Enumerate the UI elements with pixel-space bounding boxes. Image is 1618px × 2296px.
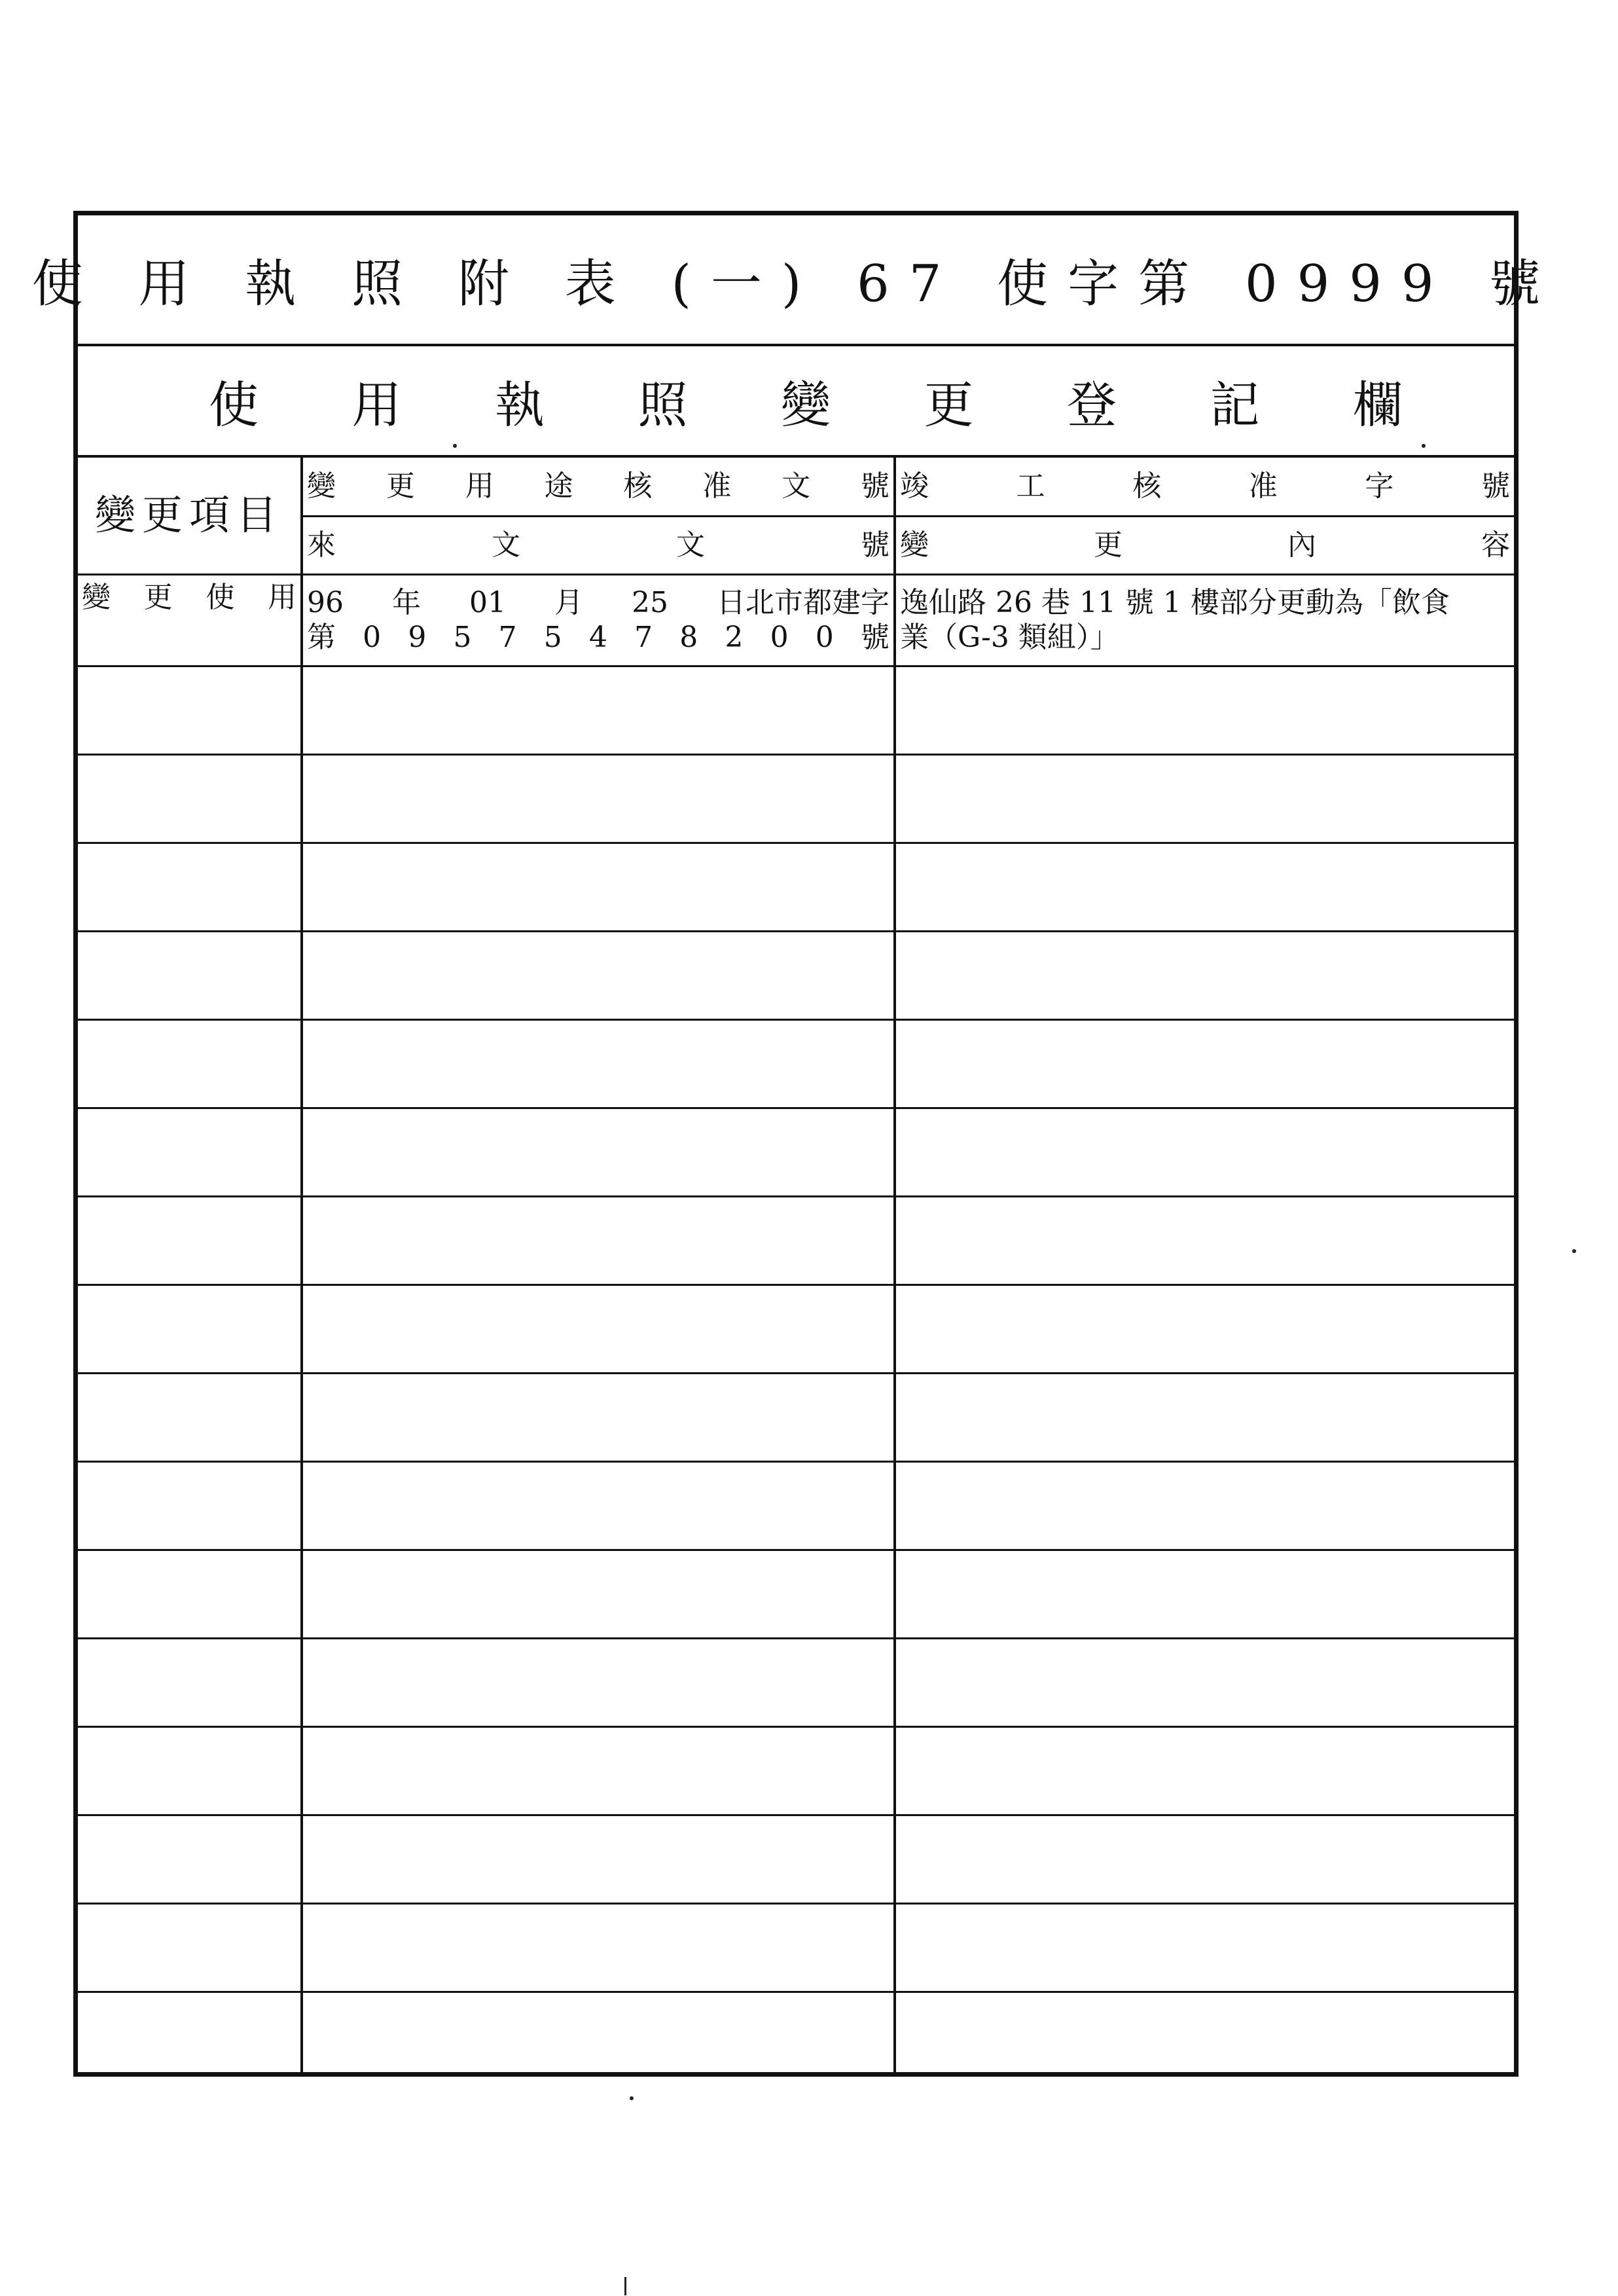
doc-token: 月 [554,585,583,619]
row-divider [78,1195,1514,1197]
item-char: 使 [206,581,235,614]
doc-token: 9 [408,620,427,654]
doc-token: 0 [815,620,834,654]
doc-token: 7 [634,620,653,654]
row-divider [78,1107,1514,1109]
usage-permit-form [31,211,1560,2077]
header-char: 字 [1365,469,1394,503]
row-divider [78,1903,1514,1904]
row-divider [78,1726,1514,1728]
header-char: 文 [782,469,811,503]
row-divider [78,665,1514,667]
doc-token: 96 [307,585,344,619]
row-divider [78,1372,1514,1374]
header-char: 文 [492,528,520,562]
section-heading-char: 用 [351,375,402,434]
header-completion-approval-no [896,458,1514,515]
header-char: 來 [307,528,336,562]
item-char: 更 [143,581,173,614]
section-heading [78,346,1514,458]
scan-speck [630,2096,634,2100]
header-char: 用 [465,469,494,503]
doc-token: 日北市都建字 [717,585,890,619]
header-char: 文 [676,528,705,562]
item-char: 用 [267,581,297,614]
header-char: 號 [861,528,890,562]
doc-token: 第 [307,620,336,654]
header-char: 竣 [900,469,929,503]
doc-token: 年 [392,585,421,619]
scan-mark [624,2277,626,2295]
column-divider [300,458,303,2077]
header-char: 更 [1094,528,1123,562]
doc-number-line-2 [307,621,890,655]
header-char: 更 [386,469,415,503]
doc-token: 5 [543,620,562,654]
doc-token: 8 [679,620,698,654]
section-heading-char: 照 [638,375,688,434]
change-content-line-1: 逸仙路 26 巷 11 號 1 樓部分更動為「飲食 [900,585,1450,619]
row-divider [78,1019,1514,1021]
section-heading-char: 變 [781,375,831,434]
doc-token: 2 [725,620,744,654]
row-divider [78,1991,1514,1993]
header-incoming-doc-no [303,517,893,574]
doc-token: 4 [588,620,607,654]
row-1-doc-number [303,575,893,665]
doc-number-line-1 [307,586,890,621]
header-char: 途 [544,469,573,503]
row-divider [78,1637,1514,1639]
header-char: 工 [1016,469,1045,503]
section-heading-char: 使 [209,375,259,434]
column-divider [893,458,896,2077]
doc-token: 號 [860,620,890,654]
doc-token: 25 [632,585,668,619]
scan-speck [1422,444,1426,448]
doc-token: 0 [770,620,789,654]
item-char: 變 [82,581,111,614]
doc-token: 5 [453,620,472,654]
header-change-item: 變更項目 [94,491,283,539]
header-char: 容 [1481,528,1510,562]
header-char: 號 [1481,469,1510,503]
doc-token: 7 [498,620,517,654]
section-heading-char: 執 [495,375,545,434]
section-heading-char: 登 [1067,375,1117,434]
header-char: 變 [900,528,929,562]
row-divider [78,754,1514,756]
header-char: 准 [702,469,732,503]
header-approval-doc-no [303,458,893,515]
header-char: 內 [1287,528,1316,562]
header-char: 核 [1132,469,1162,503]
scan-speck [453,444,457,448]
doc-token: 0 [363,620,382,654]
row-divider [78,1549,1514,1551]
change-register-table [78,458,1514,2077]
change-content-line-2: 業（G-3 類組）」 [900,620,1119,654]
row-divider [78,1814,1514,1816]
header-char: 號 [860,469,890,503]
row-divider [78,930,1514,932]
doc-token: 01 [469,585,506,619]
scan-speck [1572,1249,1576,1253]
row-divider [78,1284,1514,1286]
section-heading-char: 更 [924,375,974,434]
row-1-change-content [897,575,1515,665]
header-change-content [896,517,1514,574]
row-divider [78,1461,1514,1463]
header-char: 准 [1248,469,1278,503]
header-char: 核 [623,469,653,503]
row-1-change-item [78,575,300,621]
section-heading-char: 記 [1210,375,1260,434]
row-divider [78,842,1514,844]
form-title: 使 用 執 照 附 表 (一) 67 使字第 0999 號 [78,215,1514,346]
section-heading-char: 欄 [1353,375,1403,434]
header-char: 變 [307,469,336,503]
